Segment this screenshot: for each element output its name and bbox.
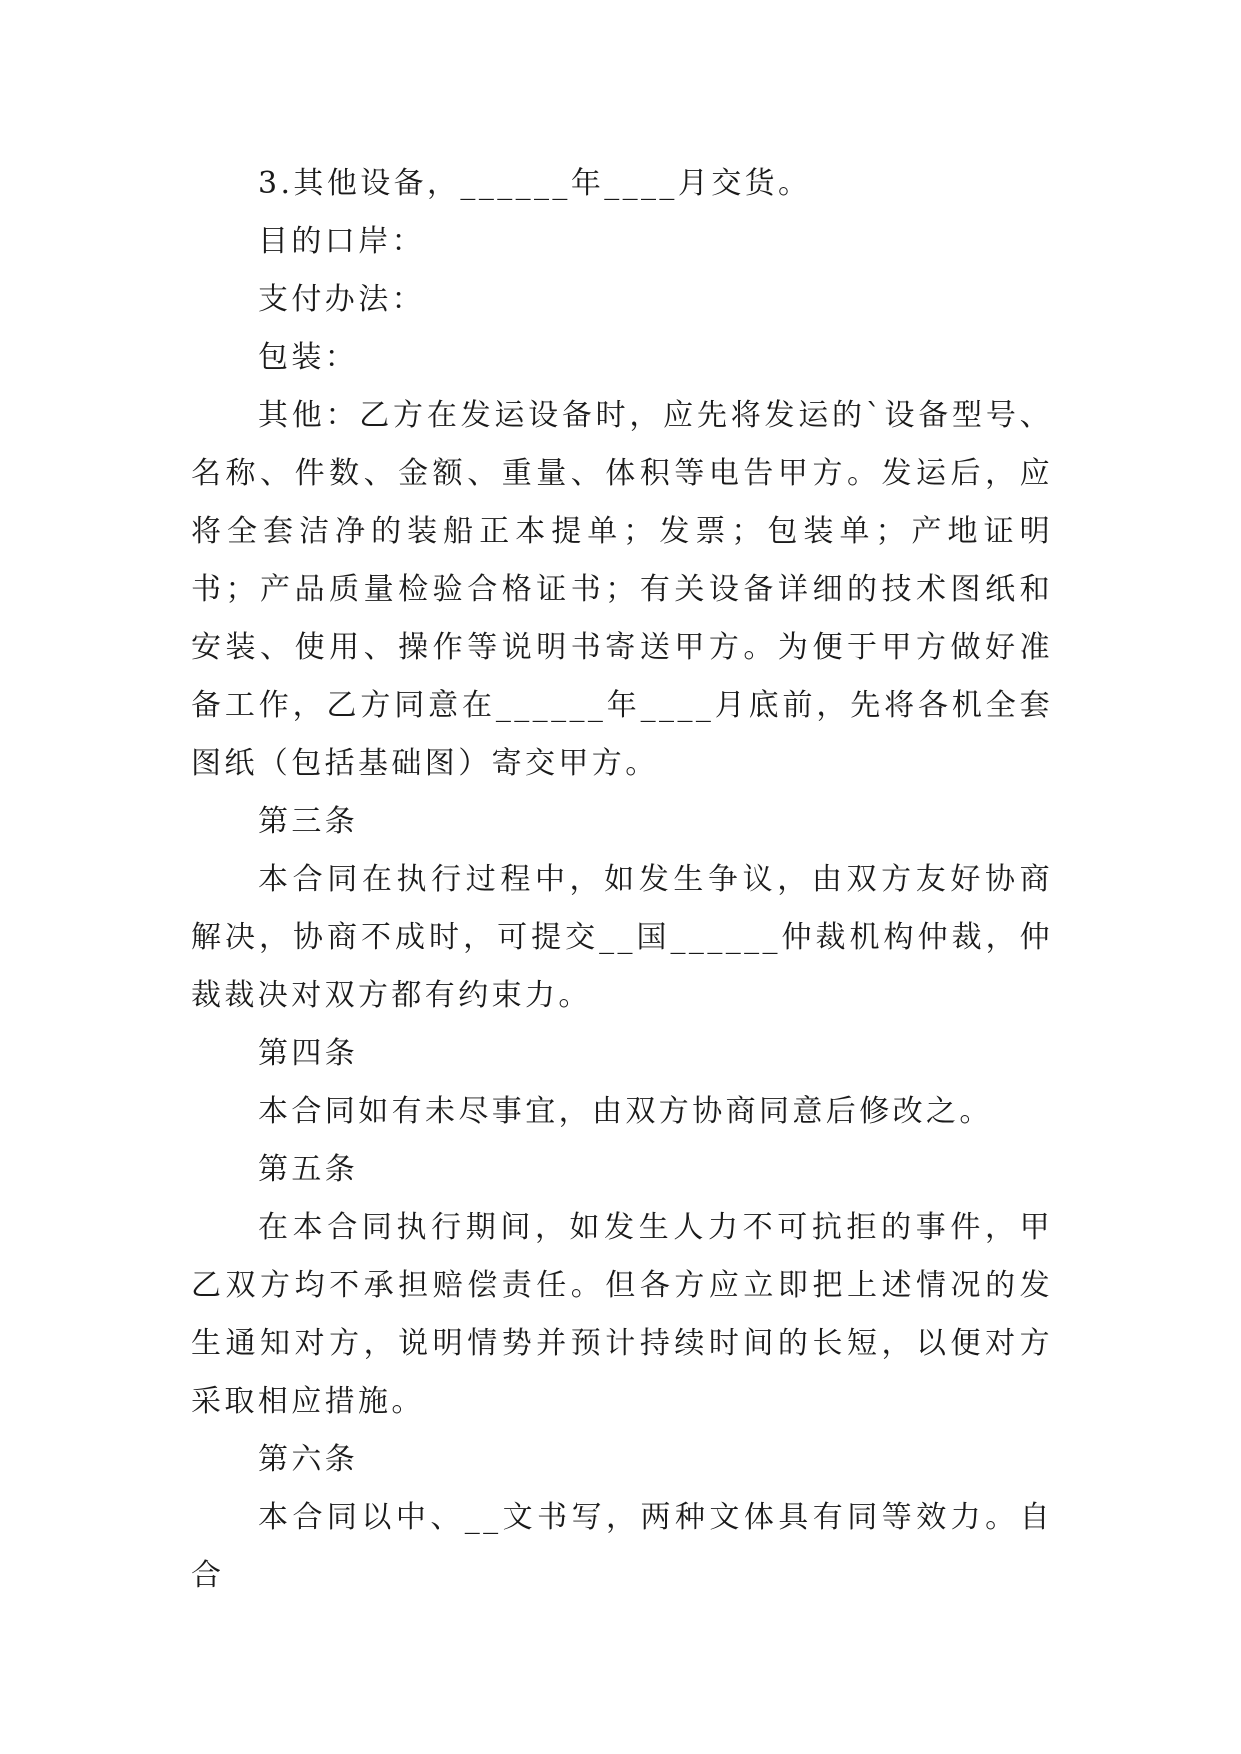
article-4-heading: 第四条 <box>258 1036 359 1071</box>
delivery-other-equipment: 3.其他设备，______年____月交货。 <box>258 166 812 201</box>
other-terms: 其他：乙方在发运设备时，应先将发运的`设备型号、名称、件数、金额、重量、体积等电告甲方。发运后，应将全套洁净的装船正本提单；发票；包装单；产地证明书；产品质量检验合格证书；有关设备详细的技术图纸和安装、使用、操作等说明书寄送甲方。为便于甲方做好准备工作，乙方同意在______年____月底前，先将各机全套图纸（包括基础图）寄交甲方。 <box>191 398 1053 781</box>
payment-method: 支付办法： <box>258 282 425 317</box>
article-4-body: 本合同如有未尽事宜，由双方协商同意后修改之。 <box>258 1094 993 1129</box>
packaging: 包装： <box>258 340 359 375</box>
document-page <box>191 155 1053 1605</box>
destination-port: 目的口岸： <box>258 224 425 259</box>
article-5-body: 在本合同执行期间，如发生人力不可抗拒的事件，甲乙双方均不承担赔偿责任。但各方应立即把上述情况的发生通知对方，说明情势并预计持续时间的长短，以便对方采取相应措施。 <box>191 1210 1053 1419</box>
article-3-body: 本合同在执行过程中，如发生争议，由双方友好协商解决，协商不成时，可提交__国______仲裁机构仲裁，仲裁裁决对双方都有约束力。 <box>191 862 1053 1013</box>
article-6-heading: 第六条 <box>258 1442 359 1477</box>
article-6-body: 本合同以中、__文书写，两种文体具有同等效力。自合 <box>191 1500 1053 1593</box>
article-3-heading: 第三条 <box>258 804 359 839</box>
article-5-heading: 第五条 <box>258 1152 359 1187</box>
